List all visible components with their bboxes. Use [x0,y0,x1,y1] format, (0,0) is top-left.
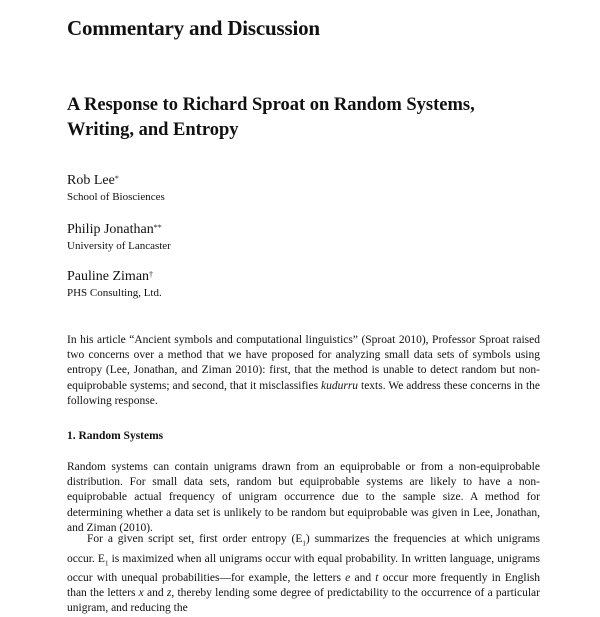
text-run: For a given script set, first order entropy (E [87,533,303,545]
author-footnote-mark: † [149,270,154,279]
author-name [67,268,162,286]
text-run: , thereby lending some degree of predictability to the occurrence of a particular unigram, and reducing the [67,587,540,615]
author-block [67,268,162,301]
text-run: and [143,587,167,600]
section-title: Commentary and Discussion [67,16,320,40]
author-footnote-mark: * [114,174,119,183]
author-name-text: Philip Jonathan [67,222,154,237]
text-run: occur more frequently in English than the letters [67,572,541,600]
author-affiliation: University of Lancaster [67,240,171,252]
italic-letter: t [375,572,379,584]
author-affiliation: School of Biosciences [67,191,165,203]
text-run: ) summarizes the frequencies at which unigrams occur. E [67,533,540,565]
author-block [67,172,165,205]
article-title: A Response to Richard Sproat on Random Systems, Writing, and Entropy [67,95,475,140]
italic-letter: e [345,572,351,584]
author-name [67,172,165,190]
author-footnote-mark: ** [153,223,162,232]
text-run: is maximized when all unigrams occur with equal probability. In written language, unigrams occur with unequal probabilities—for example, the letters [67,552,541,584]
author-affiliation: PHS Consulting, Ltd. [67,287,162,299]
body-paragraph: Random systems can contain unigrams drawn from an equiprobable or from a non-equiprobable distribution. For small data sets, random but equiprobable systems are likely to have a non-equiprobable actual frequency of unigram occurrence due to the sample size. A method for determining whether a data set is unlikely to be random but equiprobable was given in Lee, Jonathan, and Ziman (2010). [67,461,540,534]
author-name-text: Pauline Ziman [67,269,150,284]
text-run: and [350,572,376,584]
text-run: In his article “Ancient symbols and computational linguistics” (Sproat 2010), Professor Sproat raised two concerns over a method that we have proposed for analyzing small data sets of symbols using entropy (Lee, Jonathan, and Ziman 2010): first, that the method is unable to detect random but non-equiprobable systems; and second, that it misclassifies [67,334,540,392]
subscript: 1 [104,558,109,567]
body-paragraph [67,532,540,617]
italic-letter: x [138,587,144,600]
author-name [67,221,171,239]
text-run: texts. We address these concerns in the following response. [67,379,540,407]
section-heading: 1. Random Systems [67,430,164,442]
intro-paragraph [67,333,540,409]
author-name-text: Rob Lee [67,173,115,188]
author-block [67,221,171,254]
italic-letter: z [166,587,172,600]
subscript: 1 [302,539,306,548]
italic-term: kudurru [321,379,359,392]
